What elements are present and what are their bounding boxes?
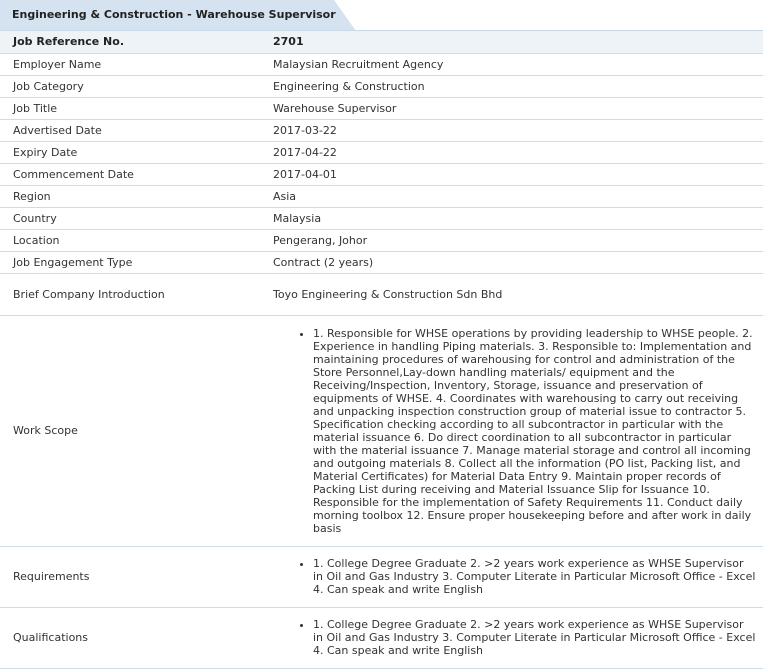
field-label: Job Category bbox=[0, 75, 263, 97]
field-value: Toyo Engineering & Construction Sdn Bhd bbox=[263, 273, 763, 315]
detail-row-expiry-date bbox=[0, 141, 763, 163]
detail-row-company-introduction bbox=[0, 273, 763, 315]
work-scope-list bbox=[263, 327, 763, 535]
detail-row-commencement-date bbox=[0, 163, 763, 185]
field-label: Job Engagement Type bbox=[0, 251, 263, 273]
field-label: Region bbox=[0, 185, 263, 207]
qualifications-content bbox=[263, 607, 763, 668]
requirements-item: • 1. College Degree Graduate 2. >2 years work experience as WHSE Supervisor in Oil and Gas Industry 3. Computer Literate in Particular Microsoft Office - Excel 4. Can speak and write English bbox=[313, 557, 757, 596]
field-value: 2017-04-22 bbox=[263, 141, 763, 163]
field-value: Asia bbox=[263, 185, 763, 207]
detail-row-qualifications bbox=[0, 607, 763, 668]
work-scope-content bbox=[263, 315, 763, 546]
field-value: Contract (2 years) bbox=[263, 251, 763, 273]
field-label: Employer Name bbox=[0, 53, 263, 75]
job-details-table bbox=[0, 31, 763, 669]
field-label: Brief Company Introduction bbox=[0, 273, 263, 315]
field-value: Pengerang, Johor bbox=[263, 229, 763, 251]
detail-row-country bbox=[0, 207, 763, 229]
field-label: Location bbox=[0, 229, 263, 251]
detail-row-job-category bbox=[0, 75, 763, 97]
field-value: Malaysian Recruitment Agency bbox=[263, 53, 763, 75]
detail-row-engagement-type bbox=[0, 251, 763, 273]
detail-row-region bbox=[0, 185, 763, 207]
job-header-tab bbox=[0, 0, 763, 31]
field-value: 2017-03-22 bbox=[263, 119, 763, 141]
qualifications-list bbox=[263, 618, 763, 657]
field-label: Country bbox=[0, 207, 263, 229]
field-label: Job Title bbox=[0, 97, 263, 119]
work-scope-item: • 1. Responsible for WHSE operations by providing leadership to WHSE people. 2. Experience in handling Piping materials. 3. Responsible to: Implementation and maintaining procedures of warehousing for control and administration of the Store Personnel,Lay-down handling materials/ equipment and the Receiving/Inspection, Inventory, Storage, issuance and preservation of equipments of WHSE. 4. Coordinates with warehousing to carry out receiving and unpacking inspection construction group of material issue to contractor 5. Specification checking according to all subcontractor in particular with the material issuance 6. Do direct coordination to all subcontractor in particular with the material issuance 7. Manage material storage and control all incoming and outgoing materials 8. Collect all the information (PO list, Packing list, and Material Certificates) for Material Data Entry 9. Maintain proper records of Packing List during receiving and Material Issuance Slip for Issuance 10. Responsible for the implementation of Safety Requirements 11. Conduct daily morning toolbox 12. Ensure proper housekeeping before and after work in daily basis bbox=[313, 327, 757, 535]
field-value: Warehouse Supervisor bbox=[263, 97, 763, 119]
detail-row-requirements bbox=[0, 546, 763, 607]
field-value: 2017-04-01 bbox=[263, 163, 763, 185]
qualifications-label: Qualifications bbox=[0, 607, 263, 668]
page-title: Engineering & Construction - Warehouse Supervisor bbox=[12, 8, 336, 21]
requirements-label: Requirements bbox=[0, 546, 263, 607]
job-reference-label: Job Reference No. bbox=[0, 31, 263, 53]
field-value: Malaysia bbox=[263, 207, 763, 229]
field-label: Commencement Date bbox=[0, 163, 263, 185]
detail-row-advertised-date bbox=[0, 119, 763, 141]
detail-row-job-title bbox=[0, 97, 763, 119]
work-scope-label: Work Scope bbox=[0, 315, 263, 546]
detail-row-work-scope bbox=[0, 315, 763, 546]
field-value: Engineering & Construction bbox=[263, 75, 763, 97]
detail-row-employer-name bbox=[0, 53, 763, 75]
requirements-content bbox=[263, 546, 763, 607]
field-label: Expiry Date bbox=[0, 141, 263, 163]
job-reference-value: 2701 bbox=[263, 31, 763, 53]
detail-row-location bbox=[0, 229, 763, 251]
job-reference-row bbox=[0, 31, 763, 53]
field-label: Advertised Date bbox=[0, 119, 263, 141]
requirements-list bbox=[263, 557, 763, 596]
qualifications-item: • 1. College Degree Graduate 2. >2 years work experience as WHSE Supervisor in Oil and Gas Industry 3. Computer Literate in Particular Microsoft Office - Excel 4. Can speak and write English bbox=[313, 618, 757, 657]
